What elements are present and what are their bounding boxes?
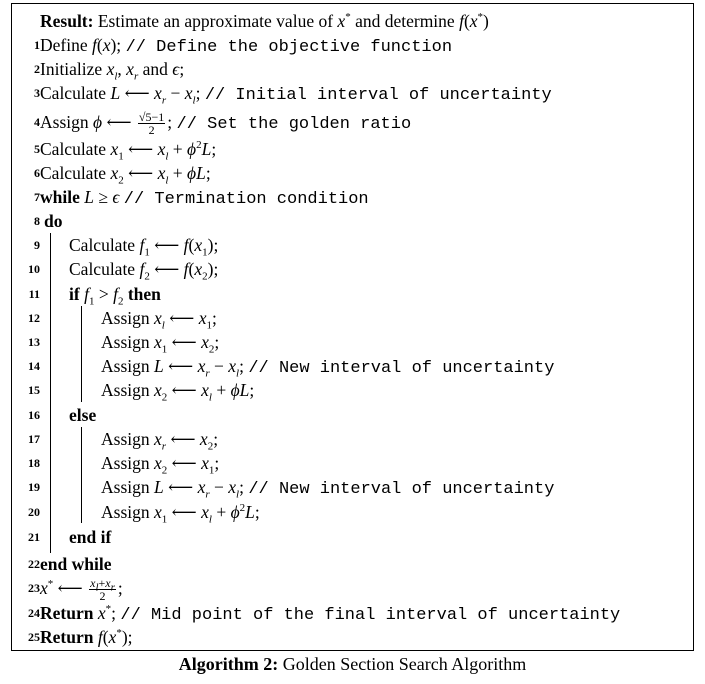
result-keyword: Result: [40,11,94,31]
caption-text: Golden Section Search Algorithm [282,654,527,674]
line-number: 12 [28,311,40,325]
comment-initial-interval: // Initial interval of uncertainty [204,86,552,105]
line-number: 23 [28,581,40,595]
algorithm-box: Result: Estimate an approximate value of x* and determine f(x*) 1 Define f(x); // Define the objective function 2 Initialize $x_l$, $x_r$ and ϵ; 3 Calculate L ⟵ $x_r - x_l$; // Initial interval of uncertainty 4 Assign ϕ ⟵ $\frac{√5-1}{2}$ ; // Set the golden ratio 5 Calculate $x_1$ ⟵ $x_l + \phi^2L$; 6 Calculate $x_2$ ⟵ $x_l + \phi L$; 7 while L ≥ ϵ // Termination condition 8 do 9 Calculate $f_1$ ⟵ $f(x_1)$; 10 Calculate $f_2$ ⟵ $f(x_2)$; 11 if $f_1 > f_2$ then 12 Assign $x_l$ ⟵ $x_1$; 13 Assign $x_1$ ⟵ $x_2$; 14 Assign L ⟵ $x_r - x_l$; // New interval of uncertainty 15 Assign $x_2$ ⟵ $x_l + \phi L$; 16 else 17 Assign $x_r$ ⟵ $x_2$; 18 Assign $x_2$ ⟵ $x_1$; 19 Assign L ⟵ $x_r - x_l$; // New interval of uncertainty 20 Assign $x_1$ ⟵ $x_l + \phi^2L$; 21 end if 22 end while 23 x* ⟵ $\frac{x_l+x_r}{2}$ ; 24 Return x*; // Mid point of the final interval of uncertainty 25 Return f(x*); [11,3,694,651]
line-number: 1 [34,38,40,52]
comment-mid-point: // Mid point of the final interval of uncertainty [120,606,621,625]
line-number: 25 [28,630,40,644]
result-text-mid: and determine [350,11,460,31]
golden-ratio-fraction: $\frac{√5-1}{2}$ [138,110,165,138]
line-number: 10 [28,262,40,276]
line-number: 20 [28,505,40,519]
comment-new-interval: // New interval of uncertainty [248,359,555,378]
result-text-pre: Estimate an approximate value of [97,11,338,31]
line-number: 18 [28,456,40,470]
comment-termination: // Termination condition [123,190,369,209]
line-number: 16 [28,408,40,422]
line-number: 4 [34,115,40,129]
midpoint-fraction: $\frac{x_l+x_r}{2}$ [90,576,115,604]
line-number: 6 [34,166,40,180]
comment-new-interval: // New interval of uncertainty [248,480,555,499]
if-block-bar [81,306,82,402]
line-number: 22 [28,557,40,571]
line-number: 17 [28,432,40,446]
else-block-bar [81,427,82,523]
comment-golden-ratio: // Set the golden ratio [176,115,412,134]
line-number: 15 [28,383,40,397]
line-number: 13 [28,335,40,349]
caption-label: Algorithm 2: [178,654,279,674]
line-number: 3 [34,86,40,100]
line-number: 9 [34,238,40,252]
line-number: 5 [34,142,40,156]
comment-objective: // Define the objective function [125,38,453,57]
line-number: 21 [28,530,40,544]
while-block-bar [50,233,51,553]
line-number: 7 [34,190,40,204]
line-number: 2 [34,62,40,76]
line-number: 24 [28,606,40,620]
line-number: 19 [28,480,40,494]
line-number: 8 [34,214,40,228]
line-number: 14 [28,359,40,373]
algorithm-caption [0,654,705,675]
line-number: 11 [28,287,40,301]
